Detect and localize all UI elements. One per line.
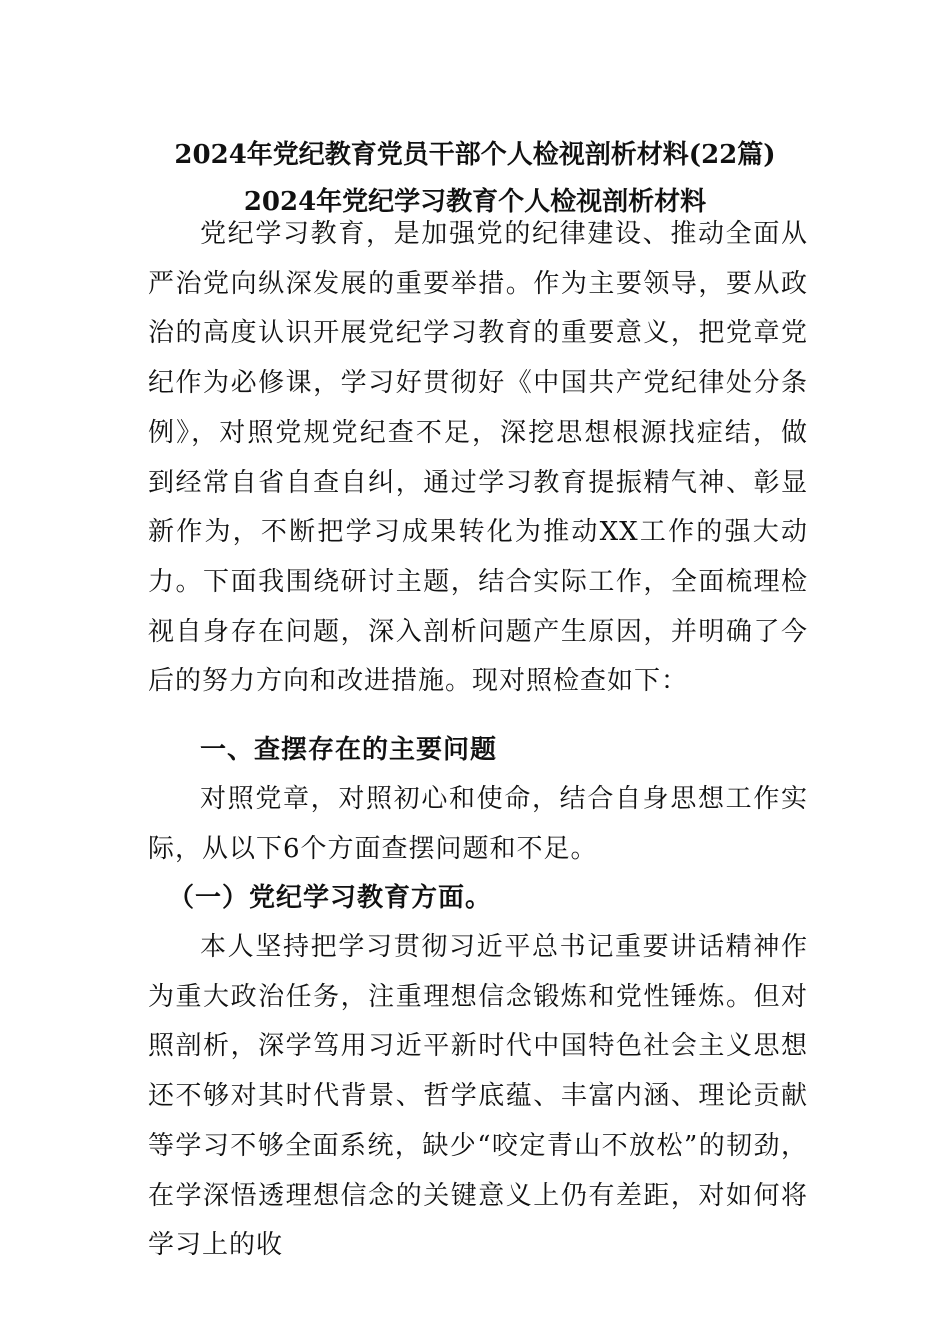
subsection-heading: （一）党纪学习教育方面。 (168, 883, 493, 913)
intro-paragraph: 党纪学习教育，是加强党的纪律建设、推动全面从严治党向纵深发展的重要举措。作为主要领导，要从政治的高度认识开展党纪学习教育的重要意义，把党章党纪作为必修课，学习好贯彻好《中国共产党纪律处分条例》，对照党规党纪查不足，深挖思想根源找症结，做到经常自省自查自纠，通过学习教育提振精气神、彰显新作为，不断把学习成果转化为推动XX工作的强大动力。下面我围绕研讨主题，结合实际工作，全面梳理检视自身存在问题，深入剖析问题产生原因，并明确了今后的努力方向和改进措施。现对照检查如下： (148, 219, 808, 697)
document-subtitle: 2024年党纪学习教育个人检视剖析材料 (243, 187, 707, 217)
section-heading: 一、查摆存在的主要问题 (200, 735, 498, 765)
subsection-paragraph: 本人坚持把学习贯彻习近平总书记重要讲话精神作为重大政治任务，注重理想信念锻炼和党性锤炼。但对照剖析，深学笃用习近平新时代中国特色社会主义思想还不够对其时代背景、哲学底蕴、丰富内涵、理论贡献等学习不够全面系统，缺少“咬定青山不放松”的韧劲，在学深悟透理想信念的关键意义上仍有差距，对如何将学习上的收 (148, 932, 808, 1261)
document-title: 2024年党纪教育党员干部个人检视剖析材料(22篇) (174, 140, 776, 170)
section-paragraph: 对照党章，对照初心和使命，结合自身思想工作实际，从以下6个方面查摆问题和不足。 (148, 784, 808, 864)
